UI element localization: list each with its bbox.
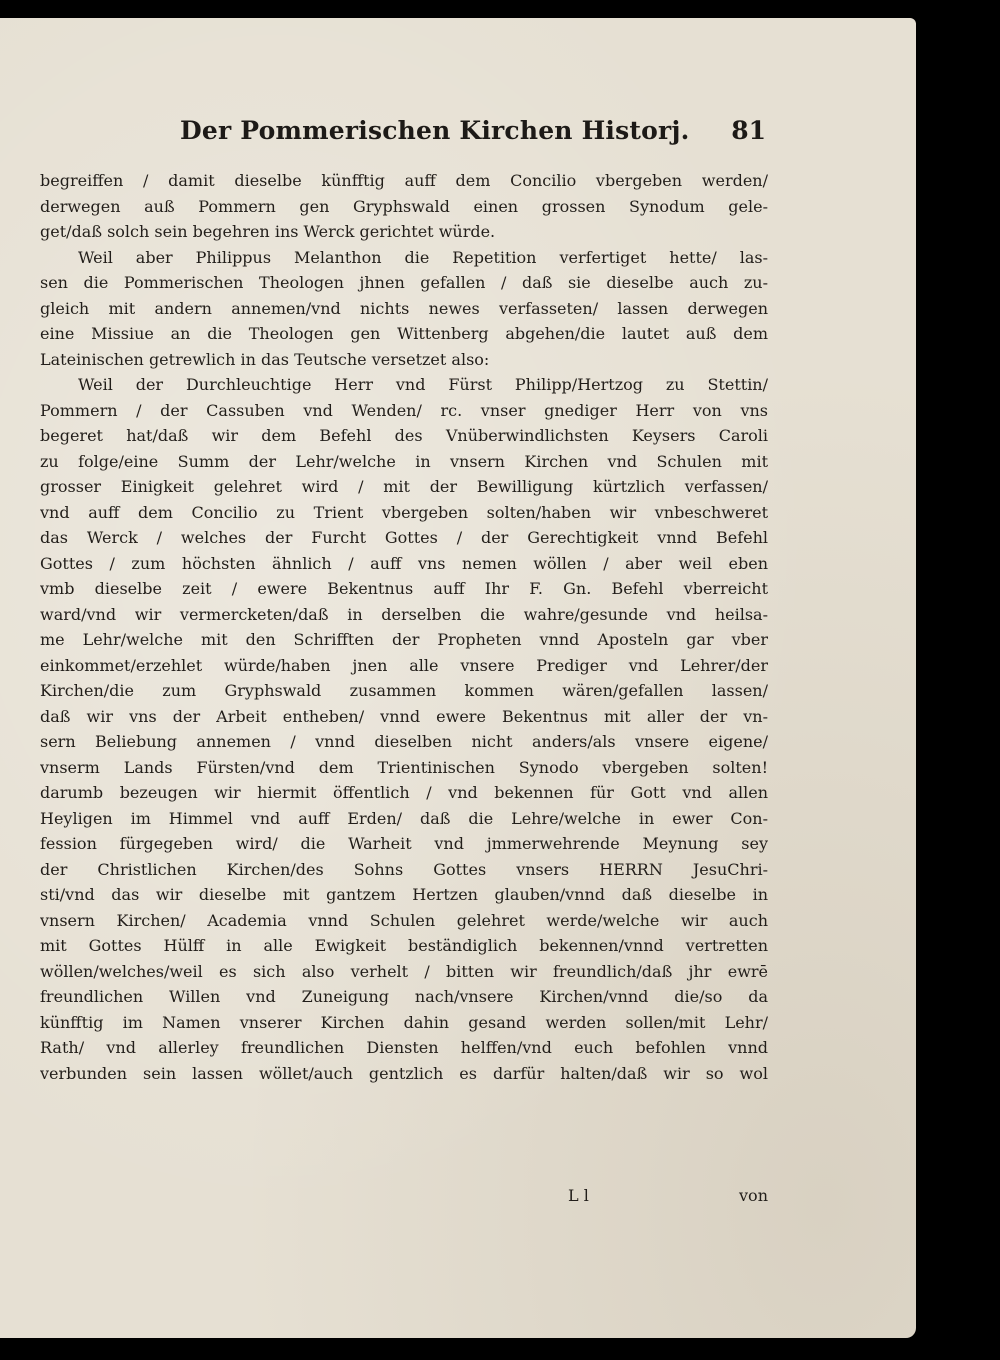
text-line: eine Missiue an die Theologen gen Wittenberg abgehen/die lautet auß dem	[40, 324, 768, 343]
text-line: verbunden sein lassen wöllet/auch gentzlich es darfür halten/daß wir so wol	[40, 1063, 768, 1083]
signature-mark: L l	[568, 1186, 589, 1205]
text-line: sen die Pommerischen Theologen jhnen gefallen / daß sie dieselbe auch zu-	[40, 273, 768, 292]
text-line: grosser Einigkeit gelehret wird / mit der Bewilligung kürtzlich verfassen/	[40, 477, 768, 496]
page-footer	[40, 1186, 768, 1214]
text-line: Rath/ vnd allerley freundlichen Diensten helffen/vnd euch befohlen vnnd	[40, 1038, 768, 1057]
text-line: wöllen/welches/weil es sich also verhelt / bitten wir freundlich/daß jhr ewrē	[40, 961, 768, 981]
text-line: darumb bezeugen wir hiermit öffentlich / vnd bekennen für Gott vnd allen	[40, 783, 768, 802]
text-line: sern Beliebung annemen / vnnd dieselben nicht anders/als vnsere eigene/	[40, 732, 768, 751]
text-line: der Christlichen Kirchen/des Sohns Gottes vnsers HERRN JesuChri-	[40, 859, 768, 879]
text-line: Weil aber Philippus Melanthon die Repetition verfertiget hette/ las-	[78, 247, 768, 267]
catchword: von	[739, 1186, 768, 1205]
text-line: künfftig im Namen vnserer Kirchen dahin gesand werden sollen/mit Lehr/	[40, 1012, 768, 1032]
text-line: daß wir vns der Arbeit entheben/ vnnd ewere Bekentnus mit aller der vn-	[40, 706, 768, 726]
body-text	[40, 168, 768, 1086]
text-line: freundlichen Willen vnd Zuneigung nach/vnsere Kirchen/vnnd die/so da	[40, 987, 768, 1006]
text-line: sti/vnd das wir dieselbe mit gantzem Hertzen glauben/vnnd daß dieselbe in	[40, 885, 768, 904]
text-line: einkommet/erzehlet würde/haben jnen alle vnsere Prediger vnd Lehrer/der	[40, 655, 768, 675]
text-line: ward/vnd wir vermercketen/daß in derselben die wahre/gesunde vnd heilsa-	[40, 604, 768, 624]
page-number: 81	[731, 116, 766, 145]
text-line: begeret hat/daß wir dem Befehl des Vnüberwindlichsten Keysers Caroli	[40, 426, 768, 445]
text-line: Gottes / zum höchsten ähnlich / auff vns nemen wöllen / aber weil eben	[40, 553, 768, 573]
text-line: Lateinischen getrewlich in das Teutsche versetzet also:	[40, 349, 490, 369]
text-line: gleich mit andern annemen/vnd nichts newes verfasseten/ lassen derwegen	[40, 298, 768, 318]
text-line: Kirchen/die zum Gryphswald zusammen kommen wären/gefallen lassen/	[40, 681, 768, 700]
text-line: fession fürgegeben wird/ die Warheit vnd jmmerwehrende Meynung sey	[40, 834, 768, 853]
text-line: vnd auff dem Concilio zu Trient vbergeben solten/haben wir vnbeschweret	[40, 502, 768, 522]
text-line: Pommern / der Cassuben vnd Wenden/ rc. vnser gnediger Herr von vns	[40, 400, 768, 420]
text-line: me Lehr/welche mit den Schrifften der Propheten vnnd Aposteln gar vber	[40, 630, 768, 649]
text-line: vnsern Kirchen/ Academia vnnd Schulen gelehret werde/welche wir auch	[40, 910, 768, 930]
text-line: mit Gottes Hülff in alle Ewigkeit beständiglich bekennen/vnnd vertretten	[40, 936, 768, 955]
text-line: Weil der Durchleuchtige Herr vnd Fürst Philipp/Hertzog zu Stettin/	[78, 375, 768, 394]
page-header	[40, 114, 770, 154]
book-page	[0, 18, 916, 1338]
running-head: Der Pommerischen Kirchen Historj.	[180, 116, 690, 145]
text-line: zu folge/eine Summ der Lehr/welche in vnsern Kirchen vnd Schulen mit	[40, 451, 768, 471]
text-line: Heyligen im Himmel vnd auff Erden/ daß die Lehre/welche in ewer Con-	[40, 808, 768, 828]
text-line: vmb dieselbe zeit / ewere Bekentnus auff Ihr F. Gn. Befehl vberreicht	[40, 579, 768, 598]
text-line: begreiffen / damit dieselbe künfftig auff dem Concilio vbergeben werden/	[40, 171, 768, 190]
text-line: get/daß solch sein begehren ins Werck gerichtet würde.	[40, 222, 496, 241]
text-line: derwegen auß Pommern gen Gryphswald einen grossen Synodum gele-	[40, 196, 768, 216]
text-line: vnserm Lands Fürsten/vnd dem Trientinischen Synodo vbergeben solten!	[40, 757, 768, 777]
text-line: das Werck / welches der Furcht Gottes / der Gerechtigkeit vnnd Befehl	[40, 528, 768, 547]
